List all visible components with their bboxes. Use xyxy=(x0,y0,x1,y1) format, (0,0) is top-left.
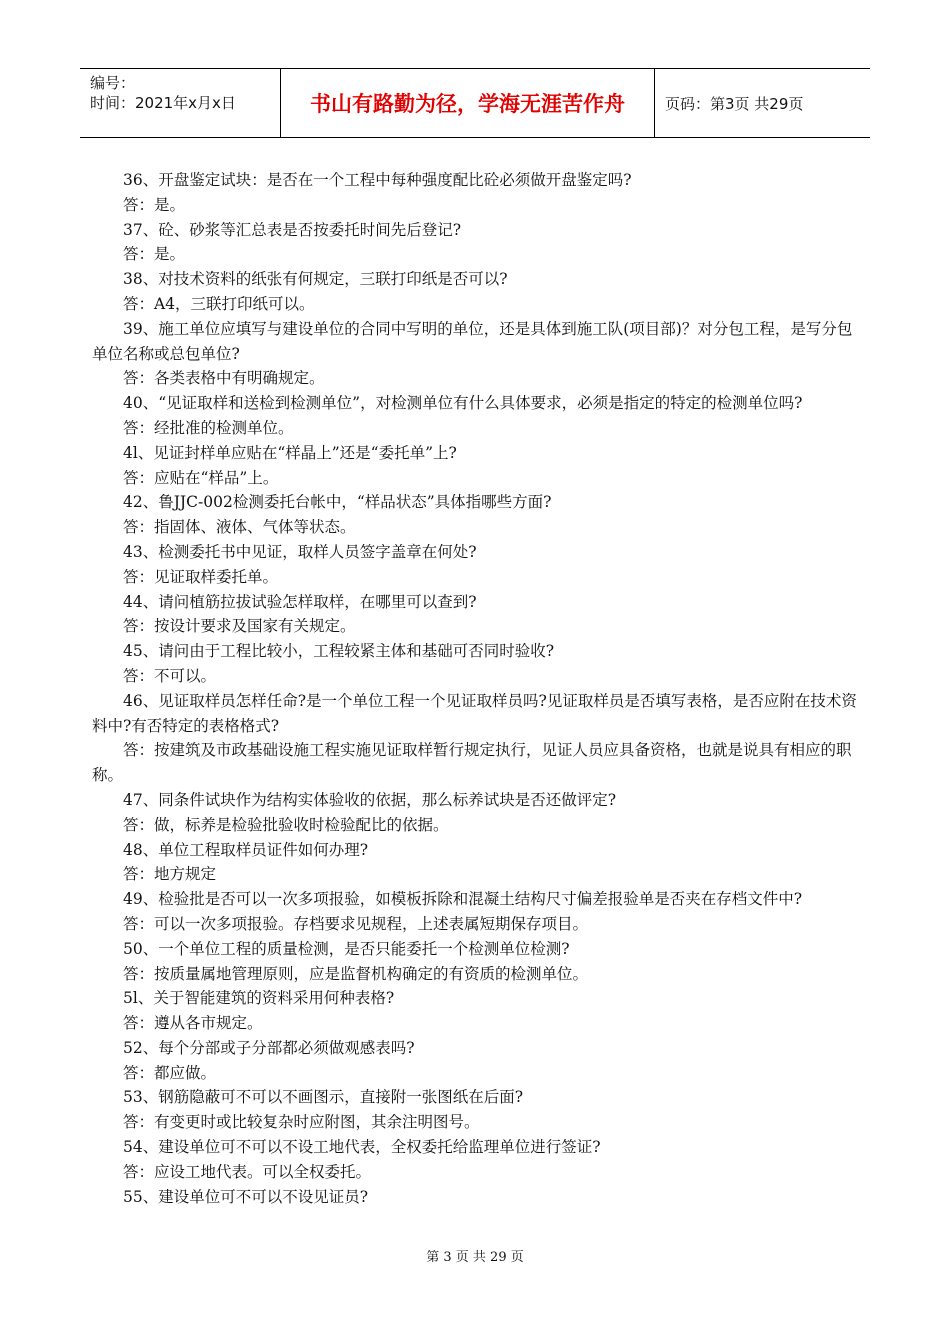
paragraph: 50、一个单位工程的质量检测，是否只能委托一个检测单位检测? xyxy=(123,939,570,958)
paragraph: 45、请问由于工程比较小，工程较紧主体和基础可否同时验收? xyxy=(123,642,555,661)
paragraph: 答：指固体、液体、气体等状态。 xyxy=(123,518,356,537)
paragraph: 答：地方规定 xyxy=(123,865,217,884)
header-motto: 书山有路勤为径，学海无涯苦作舟 xyxy=(280,69,655,137)
paragraph: 答：是。 xyxy=(123,195,186,214)
paragraph: 37、砼、砂浆等汇总表是否按委托时间先后登记? xyxy=(123,220,462,239)
paragraph: 答：做，标养是检验批验收时检验配比的依据。 xyxy=(123,815,449,834)
paragraph: 53、钢筋隐蔽可不可以不画图示，直接附一张图纸在后面? xyxy=(123,1088,524,1107)
document-body xyxy=(92,168,862,1209)
paragraph: 答：有变更时或比较复杂时应附图，其余注明图号。 xyxy=(123,1113,480,1132)
paragraph: 47、同条件试块作为结构实体验收的依据，那么标养试块是否还做评定? xyxy=(123,790,617,809)
paragraph: 答：不可以。 xyxy=(123,666,217,685)
paragraph: 答：按质量属地管理原则，应是监督机构确定的有资质的检测单位。 xyxy=(123,964,589,983)
paragraph: 答：各类表格中有明确规定。 xyxy=(123,369,325,388)
document-time: 时间：2021年x月x日 xyxy=(90,94,236,112)
paragraph: 答：A4，三联打印纸可以。 xyxy=(123,294,315,313)
page-footer: 第 3 页 共 29 页 xyxy=(426,1250,524,1265)
paragraph: 55、建设单位可不可以不设见证员? xyxy=(123,1187,369,1206)
paragraph: 答：应贴在“样品”上。 xyxy=(123,468,279,487)
paragraph: 答：按建筑及市政基础设施工程实施见证取样暂行规定执行，见证人员应具备资格，也就是说具有相应的职称。 xyxy=(92,741,852,785)
page-header xyxy=(80,68,870,138)
paragraph: 43、检测委托书中见证，取样人员签字盖章在何处? xyxy=(123,542,477,561)
paragraph: 52、每个分部或子分部都必须做观感表吗? xyxy=(123,1038,415,1057)
paragraph: 答：是。 xyxy=(123,245,186,264)
paragraph: 49、检验批是否可以一次多项报验，如模板拆除和混凝土结构尺寸偏差报验单是否夹在存档文件中? xyxy=(123,890,803,909)
paragraph: 48、单位工程取样员证件如何办理? xyxy=(123,840,369,859)
paragraph: 答：按设计要求及国家有关规定。 xyxy=(123,617,356,636)
paragraph: 答：可以一次多项报验。存档要求见规程，上述表属短期保存项目。 xyxy=(123,914,589,933)
paragraph: 答：都应做。 xyxy=(123,1063,217,1082)
document-number-label: 编号： xyxy=(90,74,136,92)
paragraph: 答：应设工地代表。可以全权委托。 xyxy=(123,1162,372,1181)
paragraph: 38、对技术资料的纸张有何规定，三联打印纸是否可以? xyxy=(123,270,508,289)
paragraph: 42、鲁JJC-002检测委托台帐中，“样品状态”具体指哪些方面? xyxy=(123,493,552,512)
paragraph: 5l、关于智能建筑的资料采用何种表格? xyxy=(123,989,395,1008)
paragraph: 答：遵从各市规定。 xyxy=(123,1014,263,1033)
paragraph: 46、见证取样员怎样任命?是一个单位工程一个见证取样员吗?见证取样员是否填写表格，是否应附在技术资料中?有否特定的表格格式? xyxy=(92,691,857,735)
paragraph: 44、请问植筋拉拔试验怎样取样，在哪里可以查到? xyxy=(123,592,477,611)
paragraph: 36、开盘鉴定试块：是否在一个工程中每种强度配比砼必须做开盘鉴定吗? xyxy=(123,171,632,189)
paragraph: 答：经批准的检测单位。 xyxy=(123,418,294,437)
paragraph: 答：见证取样委托单。 xyxy=(123,567,279,586)
header-page-info: 页码：第3页 共29页 xyxy=(665,94,804,113)
paragraph: 40、“见证取样和送检到检测单位”，对检测单位有什么具体要求，必须是指定的特定的检测单位吗? xyxy=(123,394,803,413)
paragraph: 54、建设单位可不可以不设工地代表，全权委托给监理单位进行签证? xyxy=(123,1138,601,1157)
paragraph: 4l、见证封样单应贴在“样晶上”还是“委托单”上? xyxy=(123,443,457,462)
header-meta xyxy=(80,69,280,137)
paragraph: 39、施工单位应填写与建设单位的合同中写明的单位，还是具体到施工队(项目部)？对分包工程，是写分包单位名称或总包单位? xyxy=(92,319,853,363)
